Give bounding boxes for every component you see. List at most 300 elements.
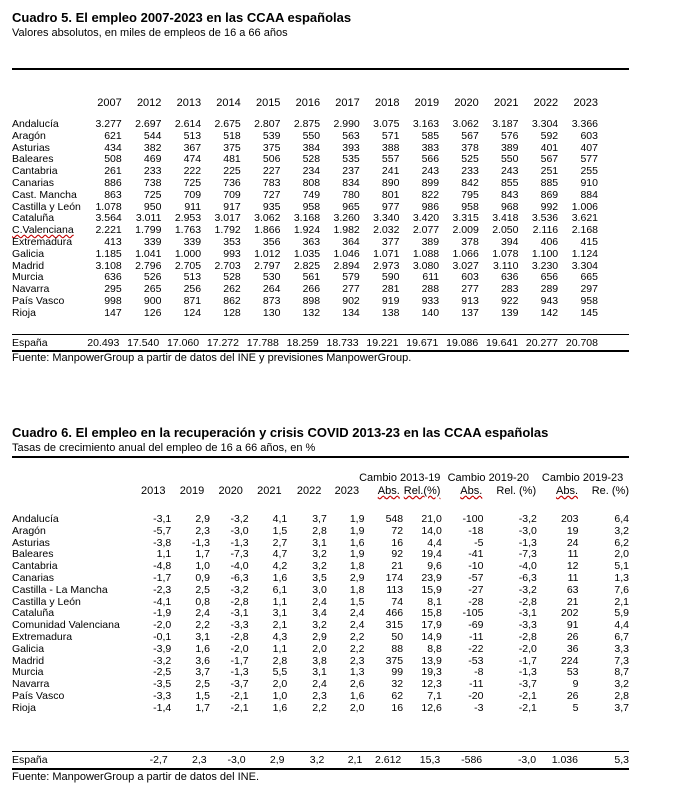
- total-cell: 2,9: [269, 754, 285, 766]
- table-cell: 1.185: [95, 247, 122, 260]
- table-cell: 1,9: [349, 548, 365, 561]
- table-cell: 1,1: [272, 595, 288, 608]
- table-cell: 7,6: [614, 583, 629, 596]
- table5-total-rule: [12, 334, 629, 335]
- table-cell: 1,8: [349, 583, 365, 596]
- table-cell: 384: [302, 141, 321, 154]
- table-cell: 2,4: [312, 595, 327, 608]
- table-cell: 401: [540, 141, 559, 154]
- region-label: Canarias: [12, 176, 55, 189]
- table-cell: 1.792: [214, 224, 241, 237]
- table-cell: 3.027: [452, 259, 479, 272]
- table-cell: 1.799: [135, 224, 162, 237]
- table-row: [12, 296, 598, 308]
- table-cell: 2.807: [254, 118, 281, 130]
- table-row: [12, 644, 629, 656]
- table-cell: 297: [580, 283, 598, 296]
- table-cell: 128: [223, 306, 241, 319]
- column-header: 2013: [141, 485, 166, 497]
- table-cell: 922: [500, 294, 519, 307]
- table-cell: -105: [462, 607, 484, 620]
- table-cell: 12,6: [421, 701, 442, 714]
- table-cell: -5: [474, 536, 484, 549]
- table-cell: 843: [500, 188, 519, 201]
- table-cell: 513: [183, 271, 202, 284]
- table-cell: 255: [580, 165, 598, 178]
- table-cell: 130: [262, 306, 281, 319]
- table-cell: 2,1: [272, 619, 288, 632]
- table-cell: 3.075: [373, 118, 400, 130]
- table6: [12, 472, 629, 498]
- table-cell: -22: [468, 642, 484, 655]
- column-header: 2007: [97, 97, 122, 109]
- total-cell: 19.641: [485, 337, 519, 349]
- table-cell: 3,1: [272, 607, 288, 620]
- table-cell: -11: [469, 678, 484, 691]
- table-cell: 535: [342, 153, 360, 166]
- table-cell: 3.011: [135, 212, 162, 225]
- table-cell: 3.163: [412, 118, 440, 130]
- table-cell: 911: [184, 200, 202, 213]
- table-cell: 2,5: [195, 583, 210, 596]
- column-header: 2020: [454, 97, 479, 109]
- table6-source: Fuente: ManpowerGroup a partir de datos del INE.: [12, 771, 260, 783]
- column-header: Abs.: [377, 485, 400, 497]
- table-cell: -100: [462, 513, 484, 525]
- total-cell: 18.733: [326, 337, 359, 349]
- table-cell: -1,3: [230, 536, 249, 549]
- table-cell: 3.621: [571, 212, 598, 225]
- region-label: Extremadura: [12, 630, 73, 643]
- table-cell: 958: [461, 200, 479, 213]
- table-cell: 174: [385, 571, 404, 584]
- table-cell: 1.012: [254, 247, 281, 260]
- table-cell: -41: [468, 548, 484, 561]
- table-cell: 3,0: [312, 583, 327, 596]
- table-cell: 2,3: [349, 654, 365, 667]
- table-cell: 900: [143, 294, 162, 307]
- region-label: Madrid: [12, 259, 45, 272]
- table-cell: 389: [500, 141, 519, 154]
- total-label: España: [12, 337, 48, 349]
- table-cell: -3,5: [153, 678, 172, 691]
- table-cell: 550: [500, 153, 519, 166]
- table-cell: 898: [302, 294, 321, 307]
- table-cell: 913: [461, 294, 479, 307]
- column-header: 2023: [573, 97, 598, 109]
- table-cell: -3,8: [153, 536, 172, 549]
- table-cell: -27: [468, 583, 484, 596]
- table-cell: 9,6: [427, 560, 442, 573]
- table-cell: 567: [461, 129, 479, 142]
- table-cell: 2.894: [333, 259, 360, 272]
- table6-body: [12, 514, 629, 715]
- table-cell: 147: [104, 306, 122, 319]
- table-cell: 288: [421, 283, 440, 296]
- table-cell: 375: [385, 654, 404, 667]
- table-cell: 382: [143, 141, 162, 154]
- table-cell: 958: [302, 200, 321, 213]
- table-cell: 3.418: [492, 212, 519, 225]
- table-cell: -3,0: [230, 524, 249, 537]
- table-cell: 530: [262, 271, 281, 284]
- table-cell: -5,7: [153, 524, 172, 537]
- table-cell: 873: [262, 294, 281, 307]
- table-cell: 992: [540, 200, 559, 213]
- table-cell: 863: [104, 188, 122, 201]
- table-cell: 2.990: [333, 118, 360, 130]
- total-cell: 5,3: [614, 754, 629, 766]
- region-label: C.Valenciana: [12, 224, 74, 237]
- table-cell: 2,7: [272, 536, 288, 549]
- table-cell: 636: [104, 271, 122, 284]
- table-cell: 1,7: [195, 548, 210, 561]
- total-cell: 2.612: [374, 754, 402, 766]
- table-cell: 91: [566, 619, 579, 632]
- region-label: Baleares: [12, 548, 54, 561]
- table-cell: 124: [183, 306, 202, 319]
- table-cell: -1,3: [518, 666, 537, 679]
- column-header: 2013: [176, 97, 202, 109]
- table-cell: 656: [540, 271, 559, 284]
- table-cell: 561: [302, 271, 321, 284]
- table-cell: 23,9: [421, 571, 442, 584]
- table-cell: 528: [302, 153, 321, 166]
- table-cell: 19,3: [421, 666, 442, 679]
- table-cell: 36: [566, 642, 579, 655]
- table-cell: 134: [342, 306, 360, 319]
- table-cell: 3.062: [452, 118, 479, 130]
- region-label: País Vasco: [12, 689, 65, 702]
- table-cell: 2.614: [174, 118, 202, 130]
- table-cell: 364: [342, 235, 360, 248]
- table-cell: 265: [143, 283, 162, 296]
- table-cell: -2,8: [518, 595, 537, 608]
- table-cell: 3.564: [95, 212, 122, 225]
- table-cell: 353: [223, 235, 241, 248]
- table6-total-rule: [12, 751, 629, 752]
- table-cell: 14,0: [421, 524, 442, 537]
- table-cell: 736: [223, 176, 241, 189]
- table-cell: -3: [474, 701, 484, 714]
- table-cell: 2,3: [312, 689, 327, 702]
- table-cell: 2,8: [312, 524, 327, 537]
- region-label: Asturias: [12, 141, 50, 154]
- table-cell: 3.304: [571, 259, 598, 272]
- table-cell: 950: [143, 200, 162, 213]
- table-cell: 1,9: [349, 513, 365, 525]
- group-header: Cambio 2013-19: [359, 472, 441, 484]
- table-cell: 2,0: [349, 701, 365, 714]
- table-row: [12, 249, 598, 261]
- table-cell: 986: [421, 200, 440, 213]
- column-header: 2022: [296, 485, 322, 497]
- table-cell: -2,1: [230, 701, 249, 714]
- table-cell: 2.050: [492, 224, 519, 237]
- table-cell: 1,3: [349, 666, 365, 679]
- table-cell: 1,6: [349, 689, 365, 702]
- table-cell: 884: [580, 188, 598, 201]
- region-label: Comunidad Valenciana: [12, 619, 120, 632]
- region-label: Castilla - La Mancha: [12, 583, 108, 596]
- table-cell: -2,0: [230, 642, 249, 655]
- table-cell: 725: [143, 188, 162, 201]
- table-cell: 3,7: [195, 666, 210, 679]
- table-cell: 393: [342, 141, 360, 154]
- table-cell: -1,3: [230, 666, 249, 679]
- table-cell: 389: [421, 235, 440, 248]
- table-cell: 3,2: [312, 560, 327, 573]
- table-row: [12, 526, 629, 538]
- table-cell: -3,3: [518, 619, 537, 632]
- table5-subtitle: Valores absolutos, en miles de empleos de 16 a 66 años: [12, 27, 288, 39]
- table-cell: 1,1: [156, 548, 172, 561]
- table-cell: 563: [342, 129, 360, 142]
- region-label: Rioja: [12, 701, 36, 714]
- table-cell: 5,5: [272, 666, 288, 679]
- table-cell: -3,2: [230, 583, 249, 596]
- table-cell: -3,0: [518, 524, 537, 537]
- total-cell: 17.272: [206, 337, 239, 349]
- table-cell: 2,2: [195, 619, 210, 632]
- table-cell: 237: [342, 165, 360, 178]
- table-cell: -3,3: [230, 619, 249, 632]
- region-label: Canarias: [12, 571, 55, 584]
- table-cell: -53: [468, 654, 484, 667]
- table-cell: 998: [104, 294, 122, 307]
- table-cell: 407: [580, 141, 598, 154]
- table-cell: 977: [381, 200, 400, 213]
- region-label: Galicia: [12, 247, 45, 260]
- table-cell: 621: [104, 129, 122, 142]
- table-cell: -2,0: [518, 642, 537, 655]
- table-cell: 394: [500, 235, 519, 248]
- table-cell: 2,0: [312, 642, 327, 655]
- table-cell: 571: [381, 129, 400, 142]
- table-cell: -3,2: [518, 583, 537, 596]
- table-cell: 4,7: [272, 548, 288, 561]
- table-cell: 378: [461, 235, 479, 248]
- table-cell: 968: [500, 200, 519, 213]
- table-cell: 15,9: [421, 583, 442, 596]
- region-label: Aragón: [12, 129, 46, 142]
- column-header: 2019: [414, 97, 440, 109]
- table-cell: 140: [421, 306, 440, 319]
- table-cell: 413: [104, 235, 122, 248]
- table-cell: 3,8: [312, 654, 327, 667]
- total-cell: 17.540: [127, 337, 160, 349]
- table-cell: 367: [183, 141, 202, 154]
- column-header: 2018: [374, 97, 400, 109]
- table-cell: 592: [540, 129, 559, 142]
- table-cell: 885: [540, 176, 559, 189]
- table-cell: -1,7: [153, 571, 172, 584]
- table-cell: 603: [580, 129, 598, 142]
- table-cell: 557: [381, 153, 400, 166]
- region-label: Cantabria: [12, 560, 58, 573]
- table-cell: -3,2: [153, 654, 172, 667]
- table-cell: 2,2: [349, 642, 365, 655]
- table-cell: 4,2: [272, 560, 288, 573]
- table-cell: 289: [540, 283, 559, 296]
- table-cell: -3,7: [518, 678, 537, 691]
- table-cell: -4,0: [518, 560, 537, 573]
- table-cell: 3.340: [373, 212, 400, 225]
- column-header: 2017: [335, 97, 360, 109]
- table-cell: -3,1: [153, 513, 172, 525]
- table-cell: 603: [461, 271, 479, 284]
- total-cell: -3,0: [227, 754, 246, 766]
- table-cell: 11: [567, 571, 579, 584]
- table-cell: 7,1: [427, 689, 442, 702]
- table-cell: 3,4: [312, 607, 327, 620]
- table-cell: 855: [500, 176, 519, 189]
- table-cell: 137: [461, 306, 479, 319]
- table-cell: 138: [381, 306, 400, 319]
- table-cell: -6,3: [230, 571, 249, 584]
- region-label: Murcia: [12, 271, 44, 284]
- table6-top-rule: [12, 456, 629, 458]
- table-cell: 266: [302, 283, 321, 296]
- table-cell: 19,4: [421, 548, 442, 561]
- table-cell: 665: [580, 271, 598, 284]
- table-cell: 518: [223, 129, 241, 142]
- total-cell: 19.086: [446, 337, 479, 349]
- table-cell: 3,1: [312, 536, 327, 549]
- region-label: Extremadura: [12, 235, 73, 248]
- table-cell: 958: [580, 294, 598, 307]
- total-cell: 1.036: [551, 754, 578, 766]
- table6-total: [12, 755, 629, 767]
- table-cell: 2,3: [195, 524, 210, 537]
- table-cell: 1,9: [349, 524, 365, 537]
- table-cell: 415: [580, 235, 598, 248]
- table-cell: -2,8: [230, 595, 249, 608]
- total-cell: 18.259: [286, 337, 319, 349]
- table-cell: 261: [104, 165, 122, 178]
- table-cell: 2,8: [614, 689, 629, 702]
- table-cell: 2,2: [312, 701, 327, 714]
- table-cell: 251: [540, 165, 559, 178]
- table-cell: 2.705: [174, 259, 202, 272]
- region-label: Cantabria: [12, 165, 58, 178]
- table-cell: 21: [566, 595, 579, 608]
- table-cell: 2.797: [254, 259, 281, 272]
- table-cell: 727: [262, 188, 281, 201]
- table-cell: 11: [567, 548, 579, 561]
- table-cell: 5,9: [614, 607, 629, 620]
- table-cell: -3,7: [230, 678, 249, 691]
- table-cell: 548: [385, 513, 404, 525]
- total-cell: 17.788: [246, 337, 279, 349]
- table-cell: 965: [342, 200, 360, 213]
- table-cell: 709: [223, 188, 241, 201]
- region-label: Murcia: [12, 666, 44, 679]
- table-cell: -1,4: [153, 701, 172, 714]
- region-label: Asturias: [12, 536, 50, 549]
- table-cell: 3.260: [333, 212, 360, 225]
- table-row: [12, 585, 629, 597]
- column-header: 2012: [136, 97, 162, 109]
- table-cell: -28: [468, 595, 484, 608]
- table-cell: 3.062: [254, 212, 281, 225]
- table-cell: 24: [566, 536, 579, 549]
- table-cell: 295: [104, 283, 122, 296]
- table-cell: 871: [183, 294, 202, 307]
- table-cell: 1.041: [135, 247, 162, 260]
- total-cell: 19.221: [366, 337, 399, 349]
- table-cell: 738: [143, 176, 162, 189]
- column-header: Abs.: [460, 485, 483, 497]
- table-cell: 99: [391, 666, 404, 679]
- column-header: 2019: [179, 485, 205, 497]
- table-cell: 203: [560, 513, 579, 525]
- table-cell: 539: [262, 129, 281, 142]
- table-cell: 943: [540, 294, 559, 307]
- column-header: Rel. (%): [496, 485, 537, 497]
- table-cell: 783: [262, 176, 281, 189]
- table-cell: 356: [262, 235, 281, 248]
- table-cell: 1,6: [272, 701, 288, 714]
- table-cell: 92: [391, 548, 404, 561]
- table-row: [12, 237, 598, 249]
- table-cell: 388: [381, 141, 400, 154]
- total-cell: 20.708: [565, 337, 598, 349]
- table-cell: 339: [183, 235, 202, 248]
- table-cell: 709: [183, 188, 202, 201]
- table-cell: 3.315: [452, 212, 479, 225]
- table-cell: 62: [391, 689, 404, 702]
- table-cell: 1,0: [272, 689, 288, 702]
- table-cell: 377: [381, 235, 400, 248]
- table-cell: -1,7: [230, 654, 249, 667]
- table-cell: 466: [385, 607, 404, 620]
- table-cell: 886: [104, 176, 122, 189]
- group-header: Cambio 2019-23: [541, 472, 624, 484]
- total-label: España: [12, 754, 48, 766]
- table-cell: -1,9: [153, 607, 172, 620]
- table-cell: 3.277: [95, 118, 122, 130]
- table-cell: 1,7: [195, 701, 210, 714]
- table-cell: 74: [391, 595, 404, 608]
- table-cell: 315: [385, 619, 404, 632]
- table-cell: 3.017: [214, 212, 241, 225]
- total-cell: 20.277: [525, 337, 558, 349]
- table-cell: -1,3: [518, 536, 537, 549]
- column-header: Abs.: [555, 485, 578, 497]
- table-cell: 1.924: [293, 224, 321, 237]
- table-cell: 4,1: [272, 513, 288, 525]
- table-cell: 899: [421, 176, 440, 189]
- table-cell: 3,2: [614, 524, 629, 537]
- table-cell: -11: [469, 630, 484, 643]
- table-cell: -3,2: [230, 513, 249, 525]
- table-cell: 2.973: [373, 259, 400, 272]
- table-cell: 277: [461, 283, 479, 296]
- table-cell: -4,0: [230, 560, 249, 573]
- table-cell: 869: [540, 188, 559, 201]
- table-cell: 3.420: [412, 212, 440, 225]
- table-cell: 4,4: [614, 619, 629, 632]
- table-cell: 2.697: [135, 118, 162, 130]
- table-cell: 3,6: [195, 654, 210, 667]
- table-cell: 5: [572, 701, 579, 714]
- table-cell: 590: [381, 271, 400, 284]
- table-cell: 808: [302, 176, 321, 189]
- table-row: [12, 131, 598, 143]
- table-cell: 935: [262, 200, 281, 213]
- region-label: Galicia: [12, 642, 45, 655]
